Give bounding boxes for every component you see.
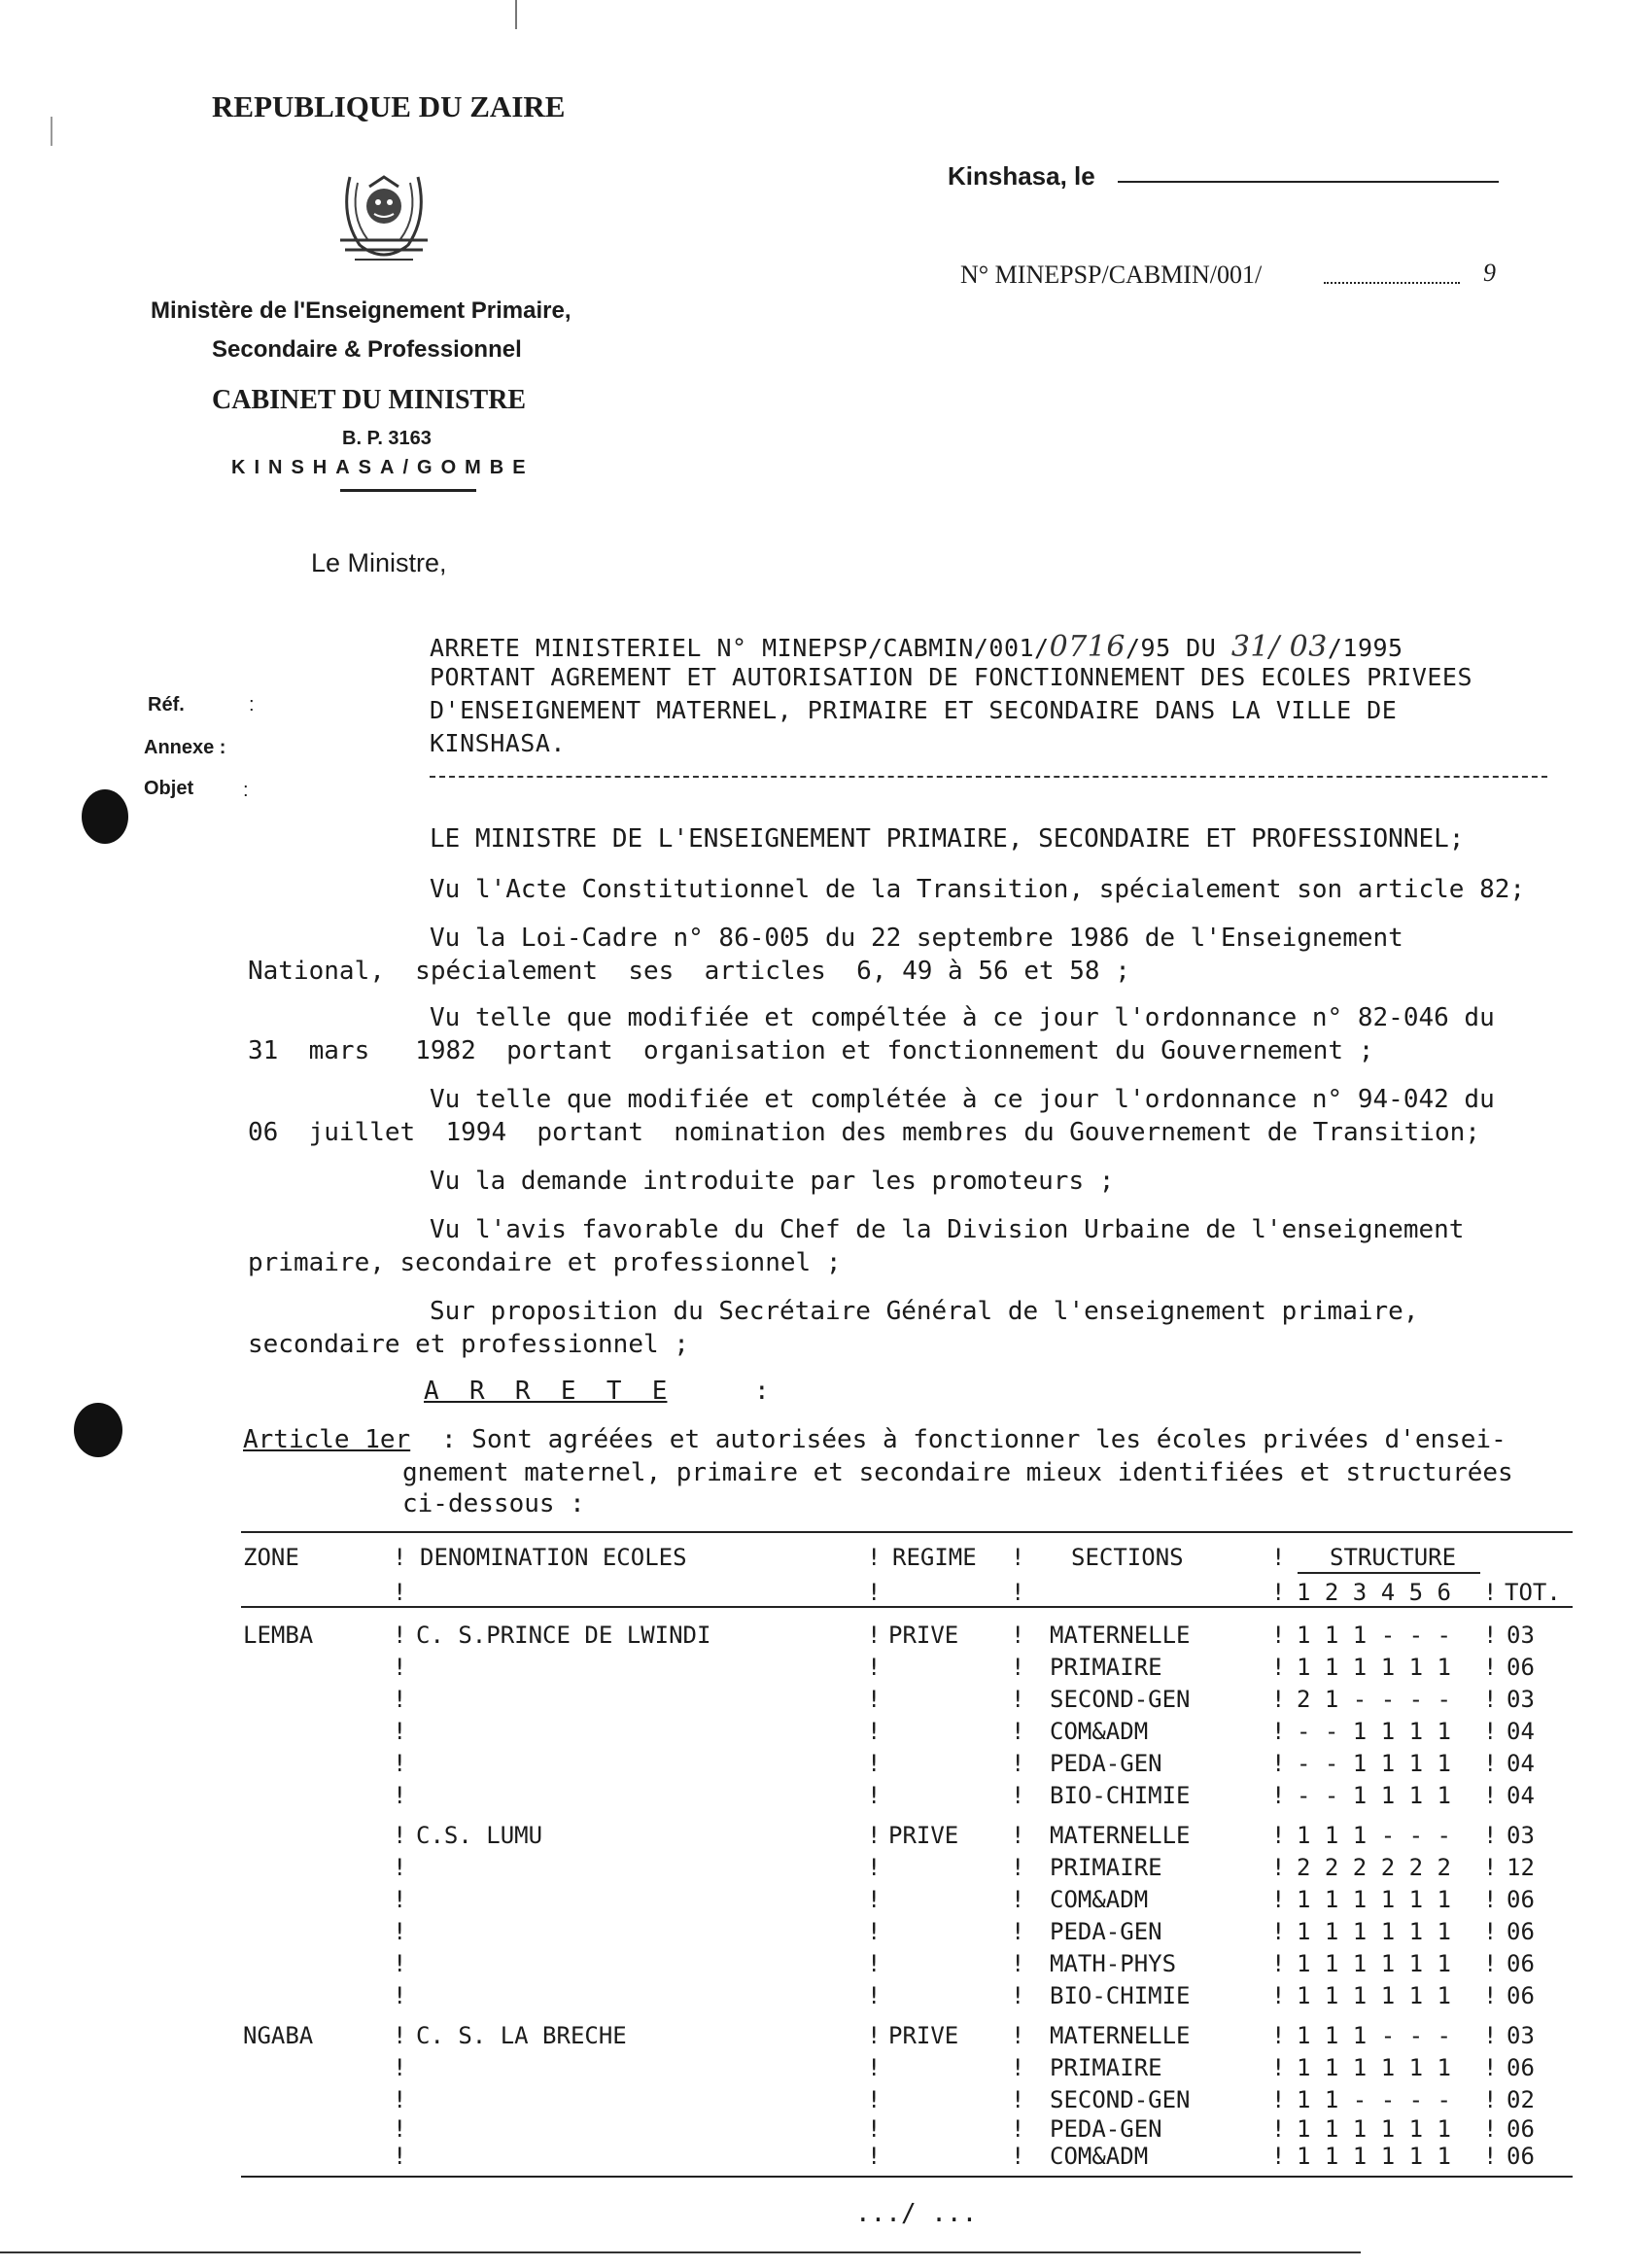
column-separator: !: [1483, 1950, 1498, 1977]
ref-colon: :: [249, 694, 255, 715]
title-year: /1995: [1327, 634, 1403, 662]
table-header-rule: [241, 1606, 1573, 1608]
cell-total: 03: [1507, 2022, 1535, 2049]
column-separator: !: [393, 1579, 407, 1606]
column-separator: !: [1011, 1579, 1025, 1606]
cell-zone: LEMBA: [243, 1622, 314, 1649]
column-separator: !: [1483, 1982, 1498, 2009]
coat-of-arms-seal: [321, 148, 447, 274]
city: KINSHASA/GOMBE: [231, 457, 535, 478]
scan-edge-line: [0, 2251, 1361, 2253]
column-separator: !: [1011, 1822, 1025, 1849]
article-line-1: : Sont agréées et autorisées à fonctionner les écoles privées d'ensei-: [441, 1425, 1507, 1454]
cell-school: C.S. LUMU: [416, 1822, 543, 1849]
body-line-demande: Vu la demande introduite par les promoteurs ;: [430, 1167, 1115, 1196]
column-separator: !: [1483, 1886, 1498, 1913]
column-separator: !: [1011, 1750, 1025, 1777]
cell-section: PRIMAIRE: [1050, 1654, 1162, 1681]
column-separator: !: [393, 1822, 407, 1849]
column-separator: !: [393, 2054, 407, 2081]
body-line-proposition-1: Sur proposition du Secrétaire Général de l'enseignement primaire,: [430, 1297, 1419, 1326]
column-separator: !: [867, 1544, 882, 1571]
column-separator: !: [1483, 1782, 1498, 1809]
column-separator: !: [1011, 1654, 1025, 1681]
title-line-3: D'ENSEIGNEMENT MATERNEL, PRIMAIRE ET SECONDAIRE DANS LA VILLE DE: [430, 696, 1398, 724]
column-separator: !: [393, 1854, 407, 1881]
column-separator: !: [393, 2086, 407, 2113]
handwritten-date: 31/ 03: [1230, 630, 1328, 664]
minister-label: Le Ministre,: [311, 548, 447, 577]
cell-total: 06: [1507, 2143, 1535, 2170]
column-separator: !: [1011, 1918, 1025, 1945]
ref-label: Réf.: [148, 694, 185, 715]
table-top-rule: [241, 1531, 1573, 1533]
column-separator: !: [1271, 1686, 1286, 1713]
cell-section: PRIMAIRE: [1050, 1854, 1162, 1881]
column-separator: !: [867, 1950, 882, 1977]
column-separator: !: [1271, 1918, 1286, 1945]
column-separator: !: [393, 1686, 407, 1713]
cell-structure: 2 1 - - - -: [1297, 1686, 1451, 1713]
title-line-2: PORTANT AGREMENT ET AUTORISATION DE FONCTIONNEMENT DES ECOLES PRIVEES: [430, 663, 1473, 691]
cell-structure: 1 1 1 - - -: [1297, 1622, 1451, 1649]
body-line-avis-1: Vu l'avis favorable du Chef de la Division Urbaine de l'enseignement: [430, 1215, 1465, 1244]
cell-structure: - - 1 1 1 1: [1297, 1718, 1451, 1745]
column-separator: !: [867, 1822, 882, 1849]
handwritten-number: 0716: [1049, 630, 1126, 664]
column-separator: !: [393, 2022, 407, 2049]
column-separator: !: [867, 1886, 882, 1913]
column-separator: !: [867, 2115, 882, 2143]
arrete-heading: A R R E T E: [424, 1377, 668, 1406]
column-separator: !: [1483, 2022, 1498, 2049]
column-separator: !: [393, 2115, 407, 2143]
column-separator: !: [1011, 1718, 1025, 1745]
cell-structure: - - 1 1 1 1: [1297, 1782, 1451, 1809]
cell-total: 06: [1507, 2115, 1535, 2143]
date-line: [1118, 181, 1499, 183]
column-separator: !: [1271, 1854, 1286, 1881]
republic-heading: REPUBLIQUE DU ZAIRE: [212, 89, 566, 123]
column-separator: !: [1011, 1782, 1025, 1809]
punch-hole-bottom: [74, 1403, 122, 1457]
cell-structure: 1 1 1 1 1 1: [1297, 1982, 1451, 2009]
column-separator: !: [1483, 1750, 1498, 1777]
cell-total: 06: [1507, 1950, 1535, 1977]
cell-section: PEDA-GEN: [1050, 1918, 1162, 1945]
cell-structure: 2 2 2 2 2 2: [1297, 1854, 1451, 1881]
column-separator: !: [393, 1950, 407, 1977]
cell-total: 04: [1507, 1718, 1535, 1745]
header-total: TOT.: [1505, 1579, 1561, 1606]
cell-total: 03: [1507, 1686, 1535, 1713]
column-separator: !: [393, 2143, 407, 2170]
body-line-loi-2: National, spécialement ses articles 6, 49 à 56 et 58 ;: [248, 957, 1130, 986]
cell-school: C. S. LA BRECHE: [416, 2022, 627, 2049]
column-separator: !: [393, 1982, 407, 2009]
column-separator: !: [1271, 2115, 1286, 2143]
cell-section: BIO-CHIMIE: [1050, 1782, 1191, 1809]
cabinet-heading: CABINET DU MINISTRE: [212, 385, 527, 415]
cell-total: 04: [1507, 1782, 1535, 1809]
cell-section: BIO-CHIMIE: [1050, 1982, 1191, 2009]
body-line-ord2-1: Vu telle que modifiée et complétée à ce jour l'ordonnance n° 94-042 du: [430, 1085, 1495, 1114]
column-separator: !: [867, 1918, 882, 1945]
column-separator: !: [1011, 1982, 1025, 2009]
header-levels: 1 2 3 4 5 6: [1297, 1579, 1451, 1606]
cell-section: PRIMAIRE: [1050, 2054, 1162, 2081]
title-line-1: [430, 630, 1403, 664]
column-separator: !: [1271, 1622, 1286, 1649]
cell-structure: - - 1 1 1 1: [1297, 1750, 1451, 1777]
cell-structure: 1 1 1 1 1 1: [1297, 1918, 1451, 1945]
column-separator: !: [1011, 2115, 1025, 2143]
cell-structure: 1 1 1 - - -: [1297, 2022, 1451, 2049]
column-separator: !: [867, 1686, 882, 1713]
scan-mark: [515, 0, 517, 29]
cell-total: 03: [1507, 1822, 1535, 1849]
cell-total: 04: [1507, 1750, 1535, 1777]
column-separator: !: [1011, 2143, 1025, 2170]
column-separator: !: [1271, 1750, 1286, 1777]
column-separator: !: [1271, 2143, 1286, 2170]
column-separator: !: [393, 1544, 407, 1571]
column-separator: !: [1271, 1579, 1286, 1606]
title-middle: /95 DU: [1125, 634, 1217, 662]
column-separator: !: [1271, 1544, 1286, 1571]
cell-section: PEDA-GEN: [1050, 1750, 1162, 1777]
header-sections: SECTIONS: [1071, 1544, 1184, 1571]
continuation-marker: .../ ...: [855, 2199, 978, 2228]
cell-structure: 1 1 1 1 1 1: [1297, 2143, 1451, 2170]
article-label: Article 1er: [243, 1425, 411, 1454]
cell-regime: PRIVE: [888, 1622, 959, 1649]
cell-structure: 1 1 1 1 1 1: [1297, 2115, 1451, 2143]
cell-structure: 1 1 - - - -: [1297, 2086, 1451, 2113]
cell-section: PEDA-GEN: [1050, 2115, 1162, 2143]
column-separator: !: [1483, 2054, 1498, 2081]
ministry-line-2: Secondaire & Professionnel: [212, 336, 522, 363]
cell-section: MATH-PHYS: [1050, 1950, 1177, 1977]
cell-section: MATERNELLE: [1050, 2022, 1191, 2049]
cell-total: 06: [1507, 2054, 1535, 2081]
column-separator: !: [1483, 2086, 1498, 2113]
header-denomination: DENOMINATION ECOLES: [420, 1544, 687, 1571]
cell-structure: 1 1 1 1 1 1: [1297, 1950, 1451, 1977]
header-structure: STRUCTURE: [1330, 1544, 1457, 1571]
body-line-avis-2: primaire, secondaire et professionnel ;: [248, 1248, 842, 1277]
cell-zone: NGABA: [243, 2022, 314, 2049]
column-separator: !: [867, 2086, 882, 2113]
column-separator: !: [1271, 1822, 1286, 1849]
column-separator: !: [1011, 1886, 1025, 1913]
title-separator: [430, 776, 1547, 778]
article-line-3: ci-dessous :: [402, 1489, 585, 1518]
cell-total: 06: [1507, 1886, 1535, 1913]
cell-structure: 1 1 1 1 1 1: [1297, 2054, 1451, 2081]
structure-underline: [1298, 1572, 1480, 1574]
column-separator: !: [393, 1622, 407, 1649]
column-separator: !: [1011, 1544, 1025, 1571]
objet-colon: :: [243, 780, 249, 801]
title-line-4: KINSHASA.: [430, 729, 566, 757]
column-separator: !: [393, 1886, 407, 1913]
arrete-colon: :: [754, 1377, 770, 1406]
cell-structure: 1 1 1 1 1 1: [1297, 1654, 1451, 1681]
cell-section: COM&ADM: [1050, 1886, 1149, 1913]
column-separator: !: [867, 1782, 882, 1809]
column-separator: !: [1271, 1982, 1286, 2009]
column-separator: !: [1011, 1950, 1025, 1977]
body-line-proposition-2: secondaire et professionnel ;: [248, 1330, 689, 1359]
body-line-acte: Vu l'Acte Constitutionnel de la Transition, spécialement son article 82;: [430, 875, 1526, 904]
header-zone: ZONE: [243, 1544, 299, 1571]
cell-total: 12: [1507, 1854, 1535, 1881]
column-separator: !: [1011, 1686, 1025, 1713]
column-separator: !: [867, 1622, 882, 1649]
cell-section: SECOND-GEN: [1050, 1686, 1191, 1713]
column-separator: !: [1271, 1782, 1286, 1809]
column-separator: !: [393, 1782, 407, 1809]
column-separator: !: [1483, 1622, 1498, 1649]
cell-total: 06: [1507, 1918, 1535, 1945]
column-separator: !: [1271, 1886, 1286, 1913]
column-separator: !: [1483, 1822, 1498, 1849]
column-separator: !: [867, 2143, 882, 2170]
column-separator: !: [867, 1579, 882, 1606]
cell-section: SECOND-GEN: [1050, 2086, 1191, 2113]
annexe-label: Annexe :: [144, 737, 226, 758]
column-separator: !: [393, 1718, 407, 1745]
body-line-loi-1: Vu la Loi-Cadre n° 86-005 du 22 septembre 1986 de l'Enseignement: [430, 924, 1403, 953]
cell-total: 03: [1507, 1622, 1535, 1649]
column-separator: !: [1271, 2086, 1286, 2113]
column-separator: !: [1483, 1654, 1498, 1681]
column-separator: !: [1271, 2054, 1286, 2081]
column-separator: !: [393, 1918, 407, 1945]
reference-suffix: 9: [1483, 259, 1496, 287]
column-separator: !: [1011, 2086, 1025, 2113]
body-line-minister: LE MINISTRE DE L'ENSEIGNEMENT PRIMAIRE, SECONDAIRE ET PROFESSIONNEL;: [430, 824, 1465, 854]
body-line-ord2-2: 06 juillet 1994 portant nomination des membres du Gouvernement de Transition;: [248, 1118, 1480, 1147]
cell-total: 02: [1507, 2086, 1535, 2113]
column-separator: !: [867, 1718, 882, 1745]
column-separator: !: [867, 1654, 882, 1681]
city-underline: [340, 489, 476, 492]
cell-structure: 1 1 1 1 1 1: [1297, 1886, 1451, 1913]
column-separator: !: [1483, 1718, 1498, 1745]
article-line-2: gnement maternel, primaire et secondaire mieux identifiées et structurées: [402, 1458, 1513, 1487]
body-line-ord1-2: 31 mars 1982 portant organisation et fonctionnement du Gouvernement ;: [248, 1036, 1374, 1065]
cell-regime: PRIVE: [888, 2022, 959, 2049]
reference-number: N° MINEPSP/CABMIN/001/: [960, 261, 1263, 289]
po-box: B. P. 3163: [342, 428, 432, 449]
header-regime: REGIME: [892, 1544, 977, 1571]
column-separator: !: [867, 2054, 882, 2081]
column-separator: !: [867, 2022, 882, 2049]
column-separator: !: [393, 1750, 407, 1777]
punch-hole-top: [82, 789, 128, 844]
cell-section: COM&ADM: [1050, 2143, 1149, 2170]
objet-label: Objet: [144, 778, 194, 799]
column-separator: !: [1483, 1579, 1498, 1606]
title-prefix: ARRETE MINISTERIEL N° MINEPSP/CABMIN/001/: [430, 634, 1050, 662]
column-separator: !: [1483, 2143, 1498, 2170]
cell-section: COM&ADM: [1050, 1718, 1149, 1745]
cell-total: 06: [1507, 1654, 1535, 1681]
column-separator: !: [1011, 2022, 1025, 2049]
cell-regime: PRIVE: [888, 1822, 959, 1849]
column-separator: !: [1483, 1686, 1498, 1713]
ministry-line-1: Ministère de l'Enseignement Primaire,: [151, 297, 572, 324]
cell-total: 06: [1507, 1982, 1535, 2009]
column-separator: !: [1271, 1654, 1286, 1681]
column-separator: !: [1483, 1854, 1498, 1881]
column-separator: !: [1011, 2054, 1025, 2081]
place-date-label: Kinshasa, le: [948, 161, 1095, 191]
body-line-ord1-1: Vu telle que modifiée et compéltée à ce jour l'ordonnance n° 82-046 du: [430, 1003, 1495, 1032]
column-separator: !: [867, 1750, 882, 1777]
column-separator: !: [1271, 1718, 1286, 1745]
table-bottom-rule: [241, 2176, 1573, 2178]
column-separator: !: [1271, 2022, 1286, 2049]
column-separator: !: [393, 1654, 407, 1681]
cell-section: MATERNELLE: [1050, 1622, 1191, 1649]
cell-section: MATERNELLE: [1050, 1822, 1191, 1849]
column-separator: !: [1011, 1622, 1025, 1649]
cell-structure: 1 1 1 - - -: [1297, 1822, 1451, 1849]
column-separator: !: [1483, 1918, 1498, 1945]
column-separator: !: [1483, 2115, 1498, 2143]
scan-mark: [51, 117, 52, 146]
column-separator: !: [1271, 1950, 1286, 1977]
cell-school: C. S.PRINCE DE LWINDI: [416, 1622, 711, 1649]
column-separator: !: [1011, 1854, 1025, 1881]
reference-line: [1324, 282, 1460, 284]
column-separator: !: [867, 1854, 882, 1881]
column-separator: !: [867, 1982, 882, 2009]
